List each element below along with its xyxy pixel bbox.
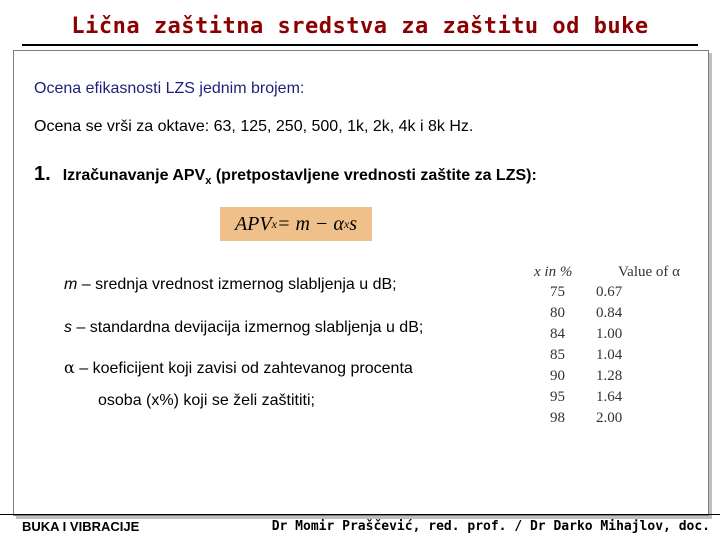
table-row (530, 284, 700, 305)
table-row (530, 410, 700, 431)
cell-x: 75 (550, 284, 565, 300)
table-row (530, 368, 700, 389)
col-value-header: Value of α (618, 264, 681, 280)
alpha-table (530, 264, 700, 431)
table-row (530, 389, 700, 410)
col-x-header: x in % (534, 264, 573, 280)
section-subtitle: Ocena efikasnosti LZS jednim brojem: (34, 80, 305, 97)
step-text-after: (pretpostavljene vrednosti zaštite za LZS): (211, 167, 537, 184)
formula-box (220, 207, 372, 241)
cell-x: 85 (550, 347, 565, 363)
alpha-text: – koeficijent koji zavisi od zahtevanog procenta (74, 360, 413, 377)
cell-x: 90 (550, 368, 565, 384)
step-heading (34, 163, 537, 187)
definition-alpha (64, 358, 500, 378)
table-row (530, 326, 700, 347)
formula-lhs-sub: x (271, 216, 277, 231)
footer-authors: Dr Momir Praščević, red. prof. / Dr Darko Mihajlov, doc. (271, 519, 710, 534)
definition-alpha-cont: osoba (x%) koji se želi zaštititi; (98, 392, 315, 409)
formula-alpha-sub: x (343, 216, 350, 231)
cell-value: 1.64 (596, 389, 623, 405)
cell-value: 1.28 (596, 368, 623, 384)
cell-value: 0.67 (596, 284, 623, 300)
cell-value: 1.04 (596, 347, 623, 363)
cell-value: 1.00 (596, 326, 623, 342)
footer-divider (0, 514, 720, 515)
cell-value: 2.00 (596, 410, 623, 426)
m-symbol: m (64, 276, 78, 293)
m-text: – srednja vrednost izmernog slabljenja u dB; (77, 276, 397, 293)
step-text-before: Izračunavanje APV (62, 167, 206, 184)
cell-x: 95 (550, 389, 565, 405)
step-sub: x (205, 175, 212, 188)
slide-title: Lična zaštitna sredstva za zaštitu od buke (71, 14, 649, 39)
table-row (530, 305, 700, 326)
definition-s (64, 319, 423, 337)
s-text: – standardna devijacija izmernog slabljenja u dB; (72, 319, 424, 336)
step-number: 1. (34, 163, 51, 185)
table-body (530, 284, 700, 431)
octave-line: Ocena se vrši za oktave: 63, 125, 250, 500, 1k, 2k, 4k i 8k Hz. (34, 118, 474, 135)
cell-x: 80 (550, 305, 565, 321)
footer-course: BUKA I VIBRACIJE (22, 519, 140, 534)
table-header (530, 264, 700, 284)
table-row (530, 347, 700, 368)
formula-lhs: APV (234, 212, 272, 235)
definition-m (64, 276, 397, 294)
title-underline (22, 44, 698, 46)
cell-x: 98 (550, 410, 565, 426)
alpha-symbol: α (64, 358, 75, 377)
cell-value: 0.84 (596, 305, 623, 321)
cell-x: 84 (550, 326, 565, 342)
formula-rhs: s (349, 212, 358, 235)
s-symbol: s (64, 319, 72, 336)
formula-middle: = m − α (276, 212, 344, 235)
